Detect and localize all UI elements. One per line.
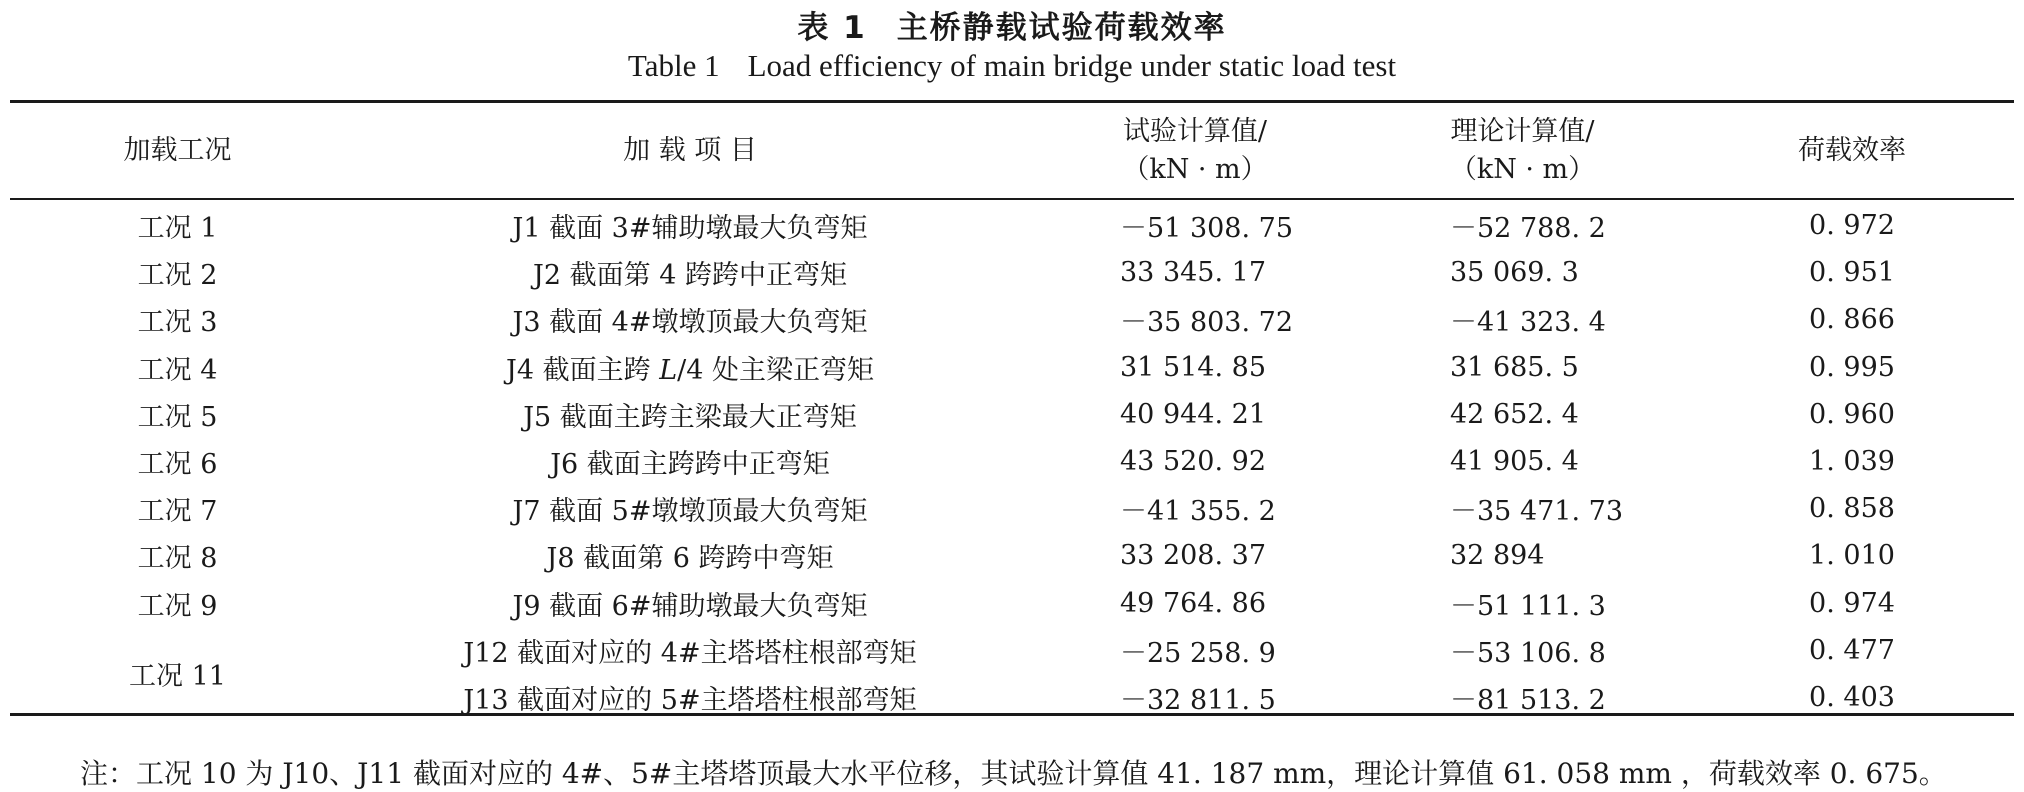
caption-english-title: Load efficiency of main bridge under static load test (747, 48, 1397, 83)
table-row (10, 296, 2014, 343)
cell-theory-value: －41 323. 4 (1450, 307, 1606, 339)
load-efficiency-table (10, 103, 2014, 721)
cell-theory-value: －53 106. 8 (1450, 637, 1606, 669)
cell-item: J5 截面主跨主梁最大正弯矩 (523, 401, 857, 433)
cell-theory-value: 32 894 (1450, 540, 1545, 572)
cell-theory-value: －35 471. 73 (1450, 496, 1623, 528)
header-test-value (1035, 103, 1355, 198)
cell-condition: 工况 8 (137, 543, 218, 575)
cell-test-value: 33 345. 17 (1120, 257, 1266, 289)
cell-condition: 工况 2 (137, 260, 218, 292)
cell-efficiency: 0. 403 (1809, 681, 1895, 713)
header-efficiency: 荷载效率 (1798, 134, 1906, 166)
header-item: 加 载 项 目 (623, 134, 757, 166)
cell-item: J12 截面对应的 4#主塔塔柱根部弯矩 (463, 637, 917, 669)
caption-chinese (0, 2, 2024, 47)
cell-test-value: －51 308. 75 (1120, 213, 1293, 245)
cell-theory-value: 41 905. 4 (1450, 446, 1579, 478)
cell-efficiency: 0. 951 (1809, 257, 1895, 289)
cell-efficiency: 0. 960 (1809, 398, 1895, 430)
cell-item-text-rest: #辅助墩最大负弯矩 (628, 213, 868, 245)
cell-theory-value: －51 111. 3 (1450, 590, 1606, 622)
cell-theory-value: 42 652. 4 (1450, 398, 1579, 430)
table-row (10, 485, 2014, 532)
cell-efficiency: 1. 010 (1809, 540, 1895, 572)
cell-efficiency: 0. 995 (1809, 351, 1895, 383)
table-footnote: 注：工况 10 为 J10、J11 截面对应的 4#、5#主塔塔顶最大水平位移，其试验计算值 41. 187 mm，理论计算值 61. 058 mm ，荷载效率 0. 675。 (80, 757, 1947, 790)
cell-condition: 工况 7 (137, 496, 218, 528)
cell-item-italic: L (659, 354, 678, 386)
cell-item: J3 截面 4#墩墩顶最大负弯矩 (512, 307, 868, 339)
table-header-row (10, 103, 2014, 198)
cell-item: J8 截面第 6 跨跨中弯矩 (546, 543, 834, 575)
cell-item-text: J4 截面主跨 (506, 354, 660, 386)
cell-condition: 工况 1 (137, 213, 218, 245)
caption-english-number: Table 1 (627, 48, 720, 83)
table-row (10, 532, 2014, 579)
header-test-value-unit: （kN · m） (1122, 153, 1268, 185)
cell-test-value: －25 258. 9 (1120, 637, 1276, 669)
cell-test-value: 40 944. 21 (1120, 398, 1266, 430)
cell-efficiency: 0. 477 (1809, 634, 1895, 666)
header-condition: 加载工况 (123, 134, 232, 166)
cell-test-value: 43 520. 92 (1120, 446, 1266, 478)
header-theory-value-unit: （kN · m） (1449, 153, 1596, 185)
table-row (10, 198, 2014, 249)
table-row (10, 627, 2014, 674)
cell-item: J9 截面 6#辅助墩最大负弯矩 (512, 590, 868, 622)
cell-condition: 工况 11 (129, 661, 226, 693)
cell-condition: 工况 6 (137, 449, 218, 481)
cell-test-value: 49 764. 86 (1120, 587, 1266, 619)
cell-efficiency: 0. 974 (1809, 587, 1895, 619)
header-theory-value-label: 理论计算值/ (1450, 115, 1595, 147)
cell-efficiency: 0. 972 (1809, 210, 1895, 242)
cell-condition: 工况 9 (137, 590, 218, 622)
caption-chinese-number: 表 1 (797, 10, 867, 46)
cell-theory-value: －52 788. 2 (1450, 213, 1606, 245)
cell-test-value: －35 803. 72 (1120, 307, 1293, 339)
caption-chinese-title: 主桥静载试验荷载效率 (896, 10, 1227, 46)
cell-item-text-rest: /4 处主梁正弯矩 (677, 354, 874, 386)
cell-condition: 工况 4 (137, 354, 218, 386)
cell-test-value: 33 208. 37 (1120, 540, 1266, 572)
table-row (10, 344, 2014, 391)
cell-efficiency: 1. 039 (1809, 446, 1895, 478)
cell-item-text: J1 截面 3 (512, 213, 629, 245)
table-row (10, 580, 2014, 627)
cell-item: J2 截面第 4 跨跨中正弯矩 (533, 260, 847, 292)
cell-item (345, 344, 1035, 391)
cell-theory-value: －81 513. 2 (1450, 684, 1606, 716)
cell-item: J6 截面主跨跨中正弯矩 (550, 449, 830, 481)
table-row (10, 438, 2014, 485)
cell-item: J7 截面 5#墩墩顶最大负弯矩 (512, 496, 868, 528)
cell-theory-value: 31 685. 5 (1450, 351, 1579, 383)
cell-test-value: －41 355. 2 (1120, 496, 1276, 528)
table-row (10, 249, 2014, 296)
cell-efficiency: 0. 858 (1809, 493, 1895, 525)
cell-condition: 工况 5 (137, 401, 218, 433)
table-row (10, 391, 2014, 438)
header-theory-value (1355, 103, 1690, 198)
caption-english (0, 48, 2024, 84)
cell-test-value: 31 514. 85 (1120, 351, 1266, 383)
cell-condition: 工况 3 (137, 307, 218, 339)
cell-test-value: －32 811. 5 (1120, 684, 1276, 716)
cell-efficiency: 0. 866 (1809, 304, 1895, 336)
cell-item (345, 198, 1035, 249)
cell-item: J13 截面对应的 5#主塔塔柱根部弯矩 (463, 684, 917, 716)
header-test-value-label: 试验计算值/ (1122, 115, 1268, 147)
cell-theory-value: 35 069. 3 (1450, 257, 1579, 289)
